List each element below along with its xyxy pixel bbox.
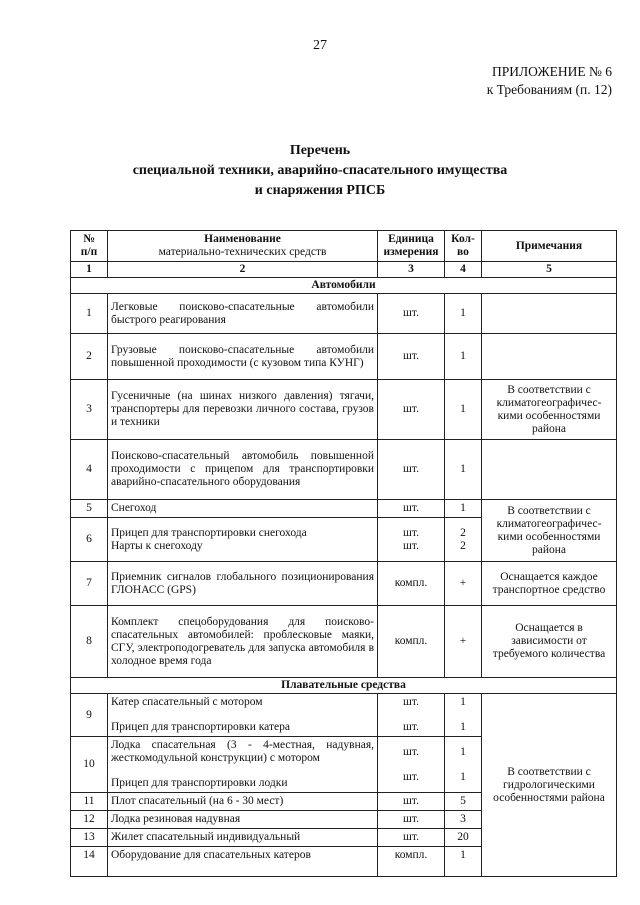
row-num: 5 (71, 500, 108, 518)
row-name: Грузовые поисково-спасательные автомобили повышенной проходимости (с кузовом типа КУНГ) (108, 334, 378, 380)
row-num: 6 (71, 518, 108, 562)
row-note: Оснащается каждое транспортное средство (482, 562, 617, 606)
row-unit: шт. (378, 500, 445, 518)
row-note: В соответствии с гидрологическими особенностями района (482, 694, 617, 877)
row-num: 9 (71, 694, 108, 737)
table-row (71, 562, 617, 606)
appendix-line2: к Требованиям (п. 12) (486, 82, 612, 97)
row-name: Легковые поисково-спасательные автомобили быстрого реагирования (108, 294, 378, 334)
row-unit: шт. (378, 380, 445, 440)
row-name: Плот спасательный (на 6 - 30 мест) (108, 793, 378, 811)
row-qty: 1 (445, 294, 482, 334)
document-title (0, 141, 640, 201)
header-notes: Примечания (482, 231, 617, 262)
table-row (71, 500, 617, 518)
row-num: 1 (71, 294, 108, 334)
row-unit: шт. шт. (378, 694, 445, 737)
row-unit: шт. шт. (378, 518, 445, 562)
row-unit: шт. (378, 334, 445, 380)
row-unit: шт. (378, 793, 445, 811)
title-line2: специальной техники, аварийно-спасательного имущества (132, 163, 508, 178)
row-name-part: Прицеп для транспортировки снегохода (111, 526, 307, 539)
row-qty: 1 (445, 380, 482, 440)
row-unit: шт. (378, 829, 445, 847)
row-qty: 1 1 (445, 694, 482, 737)
row-qty: 1 (445, 440, 482, 500)
row-num: 12 (71, 811, 108, 829)
row-name-part: Прицеп для транспортировки катера (111, 721, 290, 733)
row-num: 13 (71, 829, 108, 847)
table-row (71, 606, 617, 678)
row-name (108, 518, 378, 562)
index-cell: 3 (378, 262, 445, 278)
row-name (108, 737, 378, 793)
row-name-part: Прицеп для транспортировки лодки (111, 777, 288, 789)
header-name: Наименование материально-технических средств (108, 231, 378, 262)
section-title: Плавательные средства (71, 678, 617, 694)
table-row (71, 694, 617, 737)
row-name: Гусеничные (на шинах низкого давления) тягачи, транспортеры для перевозки личного состава, грузов и техники (108, 380, 378, 440)
table-row (71, 334, 617, 380)
row-name (108, 694, 378, 737)
row-qty: 1 1 (445, 737, 482, 793)
row-num: 11 (71, 793, 108, 811)
row-num: 3 (71, 380, 108, 440)
row-name-part: Катер спасательный с мотором (111, 696, 263, 708)
row-note: В соответствии с климатогеографичес-кими особенностями района (482, 500, 617, 562)
row-name: Поисково-спасательный автомобиль повышенной проходимости с прицепом для транспортировки аварийно-спасательного оборудования (108, 440, 378, 500)
index-cell: 2 (108, 262, 378, 278)
row-note (482, 440, 617, 500)
row-name: Лодка резиновая надувная (108, 811, 378, 829)
header-qty: Кол-во (445, 231, 482, 262)
row-qty: 1 (445, 500, 482, 518)
page-number: 27 (313, 38, 327, 53)
row-qty: 3 (445, 811, 482, 829)
index-cell: 5 (482, 262, 617, 278)
row-name: Комплект спецоборудования для поисково-спасательных автомобилей: проблесковые маяки, СГУ, электроподогреватель для запуска автомобиля в холодное время года (108, 606, 378, 678)
row-num: 10 (71, 737, 108, 793)
row-name-part: Нарты к снегоходу (111, 539, 203, 552)
section-row-boats (71, 678, 617, 694)
section-row-cars (71, 278, 617, 294)
row-qty: 2 2 (445, 518, 482, 562)
row-num: 2 (71, 334, 108, 380)
row-num: 4 (71, 440, 108, 500)
appendix-line1: ПРИЛОЖЕНИЕ № 6 (491, 64, 612, 79)
table-header-row (71, 231, 617, 262)
title-line1: Перечень (289, 143, 351, 158)
title-line3: и снаряжения РПСБ (254, 183, 386, 198)
row-unit: компл. (378, 606, 445, 678)
column-index-row (71, 262, 617, 278)
index-cell: 1 (71, 262, 108, 278)
row-unit: шт. (378, 440, 445, 500)
row-num: 7 (71, 562, 108, 606)
row-name: Снегоход (108, 500, 378, 518)
header-num: № п/п (71, 231, 108, 262)
index-cell: 4 (445, 262, 482, 278)
table-row (71, 294, 617, 334)
row-name-part: Лодка спасательная (3 - 4-местная, надувная, жесткомодульной конструкции) с мотором (111, 739, 374, 764)
row-unit: шт. шт. (378, 737, 445, 793)
row-qty: 1 (445, 847, 482, 877)
table-row (71, 440, 617, 500)
section-title: Автомобили (71, 278, 617, 294)
row-note: Оснащается в зависимости от требуемого количества (482, 606, 617, 678)
equipment-table (70, 230, 617, 877)
row-qty: 5 (445, 793, 482, 811)
row-name: Жилет спасательный индивидуальный (108, 829, 378, 847)
header-unit: Единица измерения (378, 231, 445, 262)
appendix-heading (487, 63, 612, 99)
row-qty: + (445, 562, 482, 606)
row-num: 14 (71, 847, 108, 877)
row-name: Приемник сигналов глобального позиционирования ГЛОНАСС (GPS) (108, 562, 378, 606)
row-unit: компл. (378, 847, 445, 877)
row-note (482, 334, 617, 380)
row-unit: шт. (378, 811, 445, 829)
row-note: В соответствии с климатогеографичес-кими особенностями района (482, 380, 617, 440)
row-qty: 20 (445, 829, 482, 847)
row-name: Оборудование для спасательных катеров (108, 847, 378, 877)
row-unit: шт. (378, 294, 445, 334)
row-num: 8 (71, 606, 108, 678)
row-note (482, 294, 617, 334)
row-qty: + (445, 606, 482, 678)
row-qty: 1 (445, 334, 482, 380)
table-row (71, 380, 617, 440)
row-unit: компл. (378, 562, 445, 606)
